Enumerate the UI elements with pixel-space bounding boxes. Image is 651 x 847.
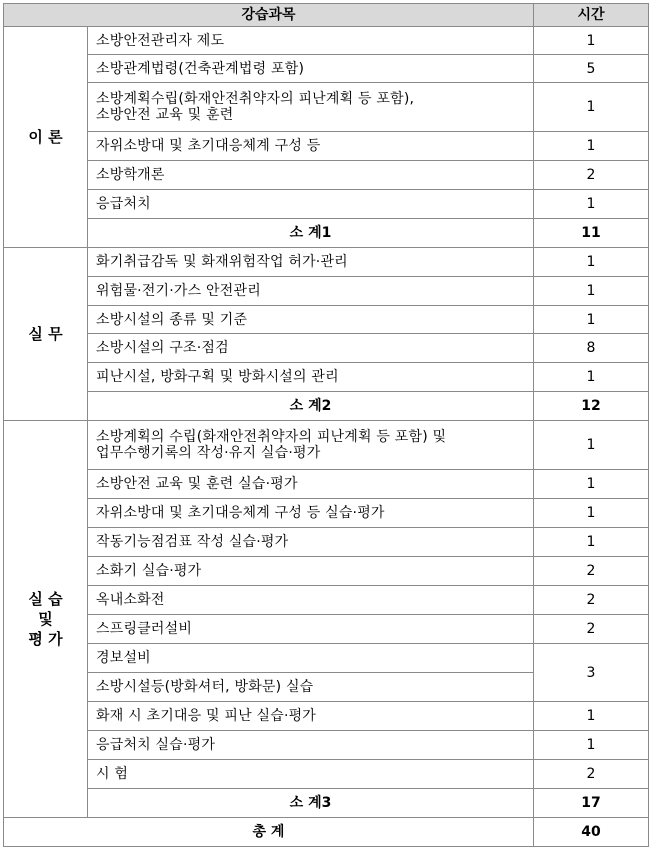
- category-practice: 실 무: [4, 248, 88, 421]
- course-hours: 1: [534, 702, 649, 731]
- table-row: [4, 132, 649, 161]
- course-name: 소방시설의 구조·점검: [88, 334, 534, 363]
- course-name: 화재 시 초기대응 및 피난 실습·평가: [88, 702, 534, 731]
- course-name: 작동기능점검표 작성 실습·평가: [88, 528, 534, 557]
- course-name: 소방학개론: [88, 161, 534, 190]
- course-hours: 1: [534, 27, 649, 55]
- header-course: 강습과목: [4, 4, 534, 27]
- course-name: 자위소방대 및 초기대응체계 구성 등: [88, 132, 534, 161]
- course-hours: 1: [534, 421, 649, 470]
- subtotal-label: 소 계3: [88, 789, 534, 818]
- course-hours: 1: [534, 528, 649, 557]
- course-hours: 1: [534, 470, 649, 499]
- course-hours: 2: [534, 586, 649, 615]
- table-row: [4, 306, 649, 334]
- course-hours: 3: [534, 644, 649, 702]
- category-theory: 이 론: [4, 27, 88, 248]
- table-row: [4, 190, 649, 219]
- subtotal-hours: 11: [534, 219, 649, 248]
- subtotal-label: 소 계2: [88, 392, 534, 421]
- course-name: 소방계획의 수립(화재안전취약자의 피난계획 등 포함) 및 업무수행기록의 작성·유지 실습·평가: [88, 421, 534, 470]
- course-hours: 8: [534, 334, 649, 363]
- table-row: [4, 83, 649, 132]
- course-name: 응급처치: [88, 190, 534, 219]
- course-name: 경보설비: [88, 644, 534, 673]
- course-hours: 1: [534, 190, 649, 219]
- course-hours: 1: [534, 248, 649, 277]
- course-hours: 5: [534, 55, 649, 83]
- course-name: 응급처치 실습·평가: [88, 731, 534, 760]
- course-hours: 1: [534, 83, 649, 132]
- subtotal-row: [4, 392, 649, 421]
- table-row: [4, 644, 649, 673]
- course-name: 소방관계법령(건축관계법령 포함): [88, 55, 534, 83]
- course-name: 소방안전관리자 제도: [88, 27, 534, 55]
- course-name: 자위소방대 및 초기대응체계 구성 등 실습·평가: [88, 499, 534, 528]
- table-row: [4, 528, 649, 557]
- table-row: [4, 421, 649, 470]
- course-name: 위험물·전기·가스 안전관리: [88, 277, 534, 306]
- subtotal-row: [4, 789, 649, 818]
- course-name: 옥내소화전: [88, 586, 534, 615]
- course-name: 시 험: [88, 760, 534, 789]
- course-hours: 2: [534, 760, 649, 789]
- subtotal-row: [4, 219, 649, 248]
- table-row: [4, 615, 649, 644]
- curriculum-table: [3, 3, 649, 847]
- course-hours: 1: [534, 499, 649, 528]
- course-hours: 2: [534, 557, 649, 586]
- course-hours: 2: [534, 615, 649, 644]
- course-hours: 1: [534, 277, 649, 306]
- total-label: 총 계: [4, 818, 534, 847]
- table-row: [4, 470, 649, 499]
- header-hours: 시간: [534, 4, 649, 27]
- course-name: 소방안전 교육 및 훈련 실습·평가: [88, 470, 534, 499]
- table-row: [4, 557, 649, 586]
- table-row: [4, 248, 649, 277]
- subtotal-hours: 17: [534, 789, 649, 818]
- table-row: [4, 27, 649, 55]
- course-name: 화기취급감독 및 화재위험작업 허가·관리: [88, 248, 534, 277]
- table-row: [4, 702, 649, 731]
- course-hours: 1: [534, 306, 649, 334]
- table-row: [4, 731, 649, 760]
- category-training: 실 습 및 평 가: [4, 421, 88, 818]
- table-row: [4, 499, 649, 528]
- course-hours: 1: [534, 363, 649, 392]
- table-row: [4, 55, 649, 83]
- header-row: [4, 4, 649, 27]
- table-row: [4, 363, 649, 392]
- course-hours: 1: [534, 132, 649, 161]
- subtotal-label: 소 계1: [88, 219, 534, 248]
- subtotal-hours: 12: [534, 392, 649, 421]
- course-name: 소방시설의 종류 및 기준: [88, 306, 534, 334]
- table-row: [4, 760, 649, 789]
- total-row: [4, 818, 649, 847]
- course-name: 소방시설등(방화셔터, 방화문) 실습: [88, 673, 534, 702]
- course-hours: 2: [534, 161, 649, 190]
- course-name: 피난시설, 방화구획 및 방화시설의 관리: [88, 363, 534, 392]
- course-hours: 1: [534, 731, 649, 760]
- course-name: 소방계획수립(화재안전취약자의 피난계획 등 포함), 소방안전 교육 및 훈련: [88, 83, 534, 132]
- table-row: [4, 161, 649, 190]
- total-hours: 40: [534, 818, 649, 847]
- course-name: 스프링클러설비: [88, 615, 534, 644]
- table-row: [4, 277, 649, 306]
- course-name: 소화기 실습·평가: [88, 557, 534, 586]
- table-row: [4, 586, 649, 615]
- table-row: [4, 334, 649, 363]
